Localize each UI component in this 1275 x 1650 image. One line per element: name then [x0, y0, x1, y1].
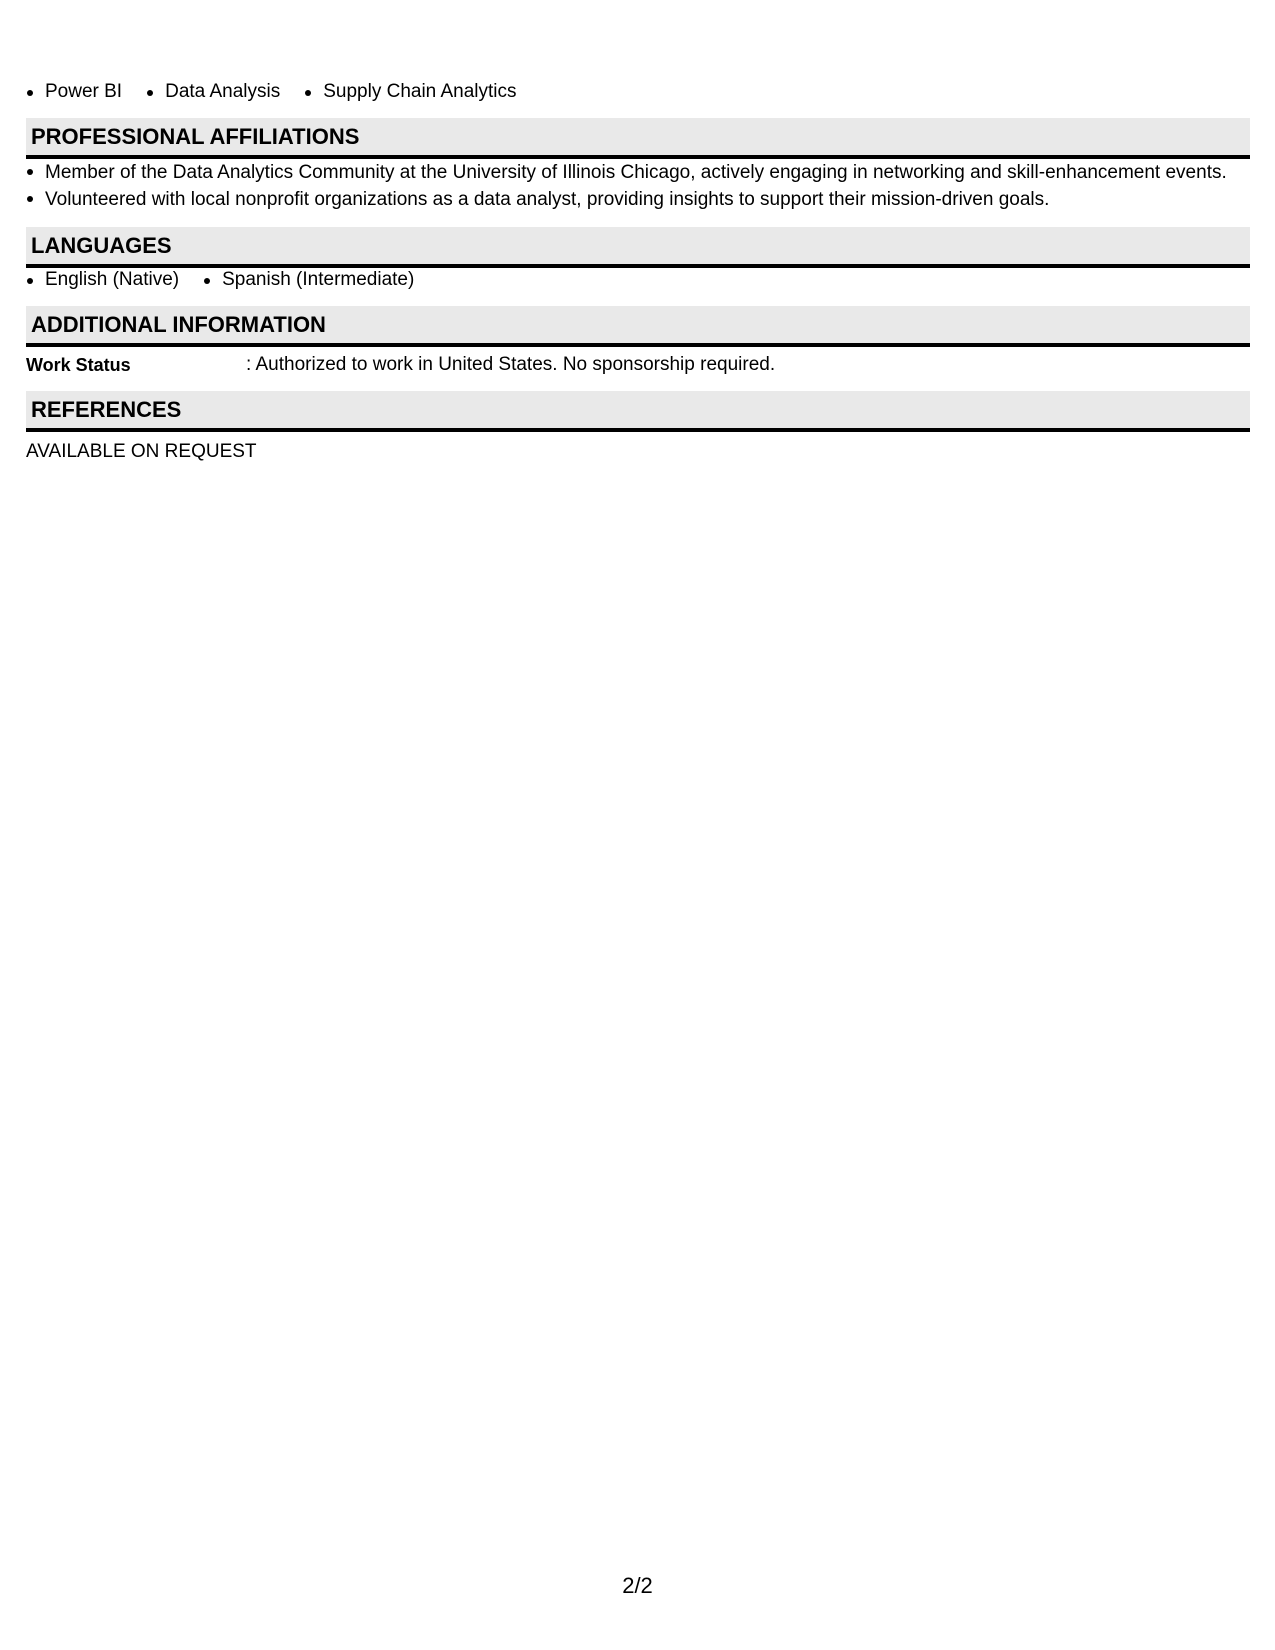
- skills-list: [26, 80, 1250, 104]
- language-item: Spanish (Intermediate): [203, 268, 414, 292]
- affiliation-item: Member of the Data Analytics Community at the University of Illinois Chicago, actively engaging in networking and skill-enhancement events.: [26, 159, 1250, 186]
- languages-list: [26, 268, 1250, 292]
- references-heading: REFERENCES: [26, 391, 1250, 432]
- work-status-value: : Authorized to work in United States. No sponsorship required.: [246, 354, 776, 375]
- skill-item: Supply Chain Analytics: [304, 80, 516, 104]
- skill-item: Power BI: [26, 80, 122, 104]
- resume-page: [26, 80, 1250, 464]
- language-item: English (Native): [26, 268, 179, 292]
- work-status-row: [26, 353, 1250, 377]
- affiliations-heading: PROFESSIONAL AFFILIATIONS: [26, 118, 1250, 159]
- references-text: AVAILABLE ON REQUEST: [26, 441, 257, 462]
- skill-item: Data Analysis: [146, 80, 280, 104]
- work-status-label: Work Status: [26, 355, 131, 375]
- affiliations-list: [26, 159, 1250, 213]
- affiliation-item: Volunteered with local nonprofit organizations as a data analyst, providing insights to support their mission-driven goals.: [26, 186, 1250, 213]
- additional-info-heading: ADDITIONAL INFORMATION: [26, 306, 1250, 347]
- languages-heading: LANGUAGES: [26, 227, 1250, 268]
- page-number: 2/2: [622, 1573, 653, 1598]
